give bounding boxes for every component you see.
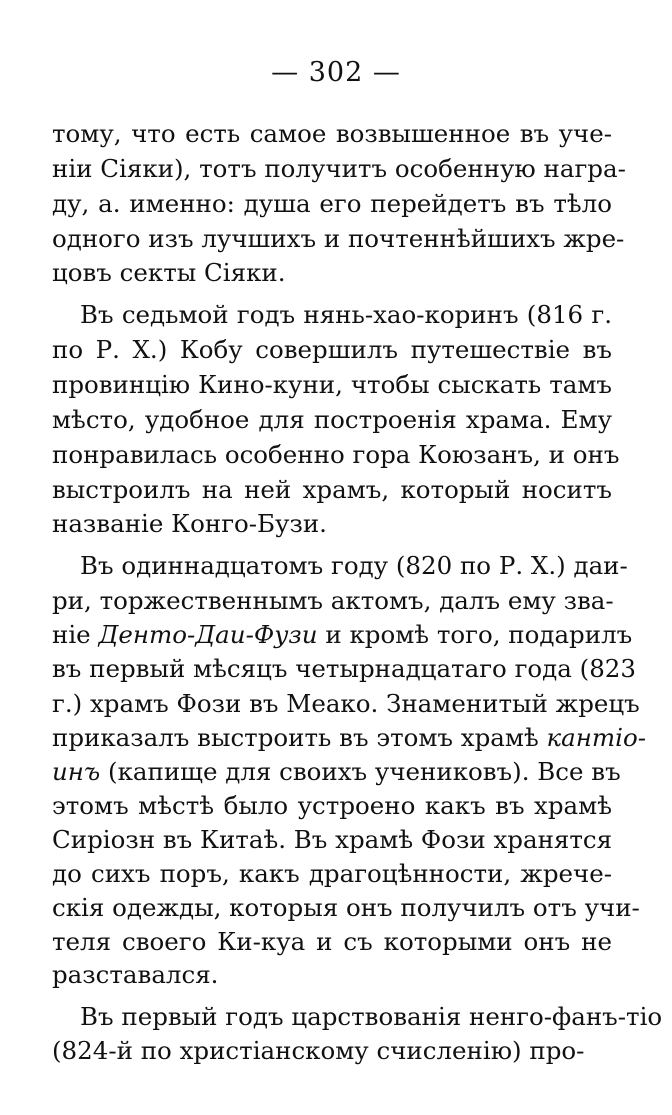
text-run: тому, что есть самое возвышенное въ уче- <box>52 119 612 148</box>
text-run: до сихъ поръ, какъ драгоцѣнности, жрече- <box>52 859 612 888</box>
text-line <box>52 756 621 788</box>
text-line <box>52 550 628 582</box>
text-run: ду, а. именно: душа его перейдетъ въ тѣло <box>52 189 612 218</box>
page-number: — 302 — <box>271 57 401 88</box>
text-line <box>52 688 640 720</box>
text-line <box>52 653 636 685</box>
text-line <box>52 223 625 255</box>
text-line <box>52 118 612 150</box>
text-line <box>52 404 612 436</box>
text-run: провинцію Кино-куни, чтобы сыскать тамъ <box>52 370 612 399</box>
text-line <box>52 1001 663 1033</box>
text-line <box>52 1035 612 1067</box>
text-line <box>52 508 612 540</box>
text-line <box>52 299 612 331</box>
text-run: Въ первый годъ царствованія ненго-фанъ-тіо <box>80 1002 663 1031</box>
text-run: мѣсто, удобное для построенія храма. Ему <box>52 405 612 434</box>
text-line <box>52 369 612 401</box>
text-run: названіе Конго-Бузи. <box>52 509 327 538</box>
text-run: теля своего Ки-куа и съ которыми онъ не <box>52 927 612 956</box>
text-line <box>52 858 612 890</box>
text-run: ри, торжественнымъ актомъ, далъ ему зва- <box>52 586 614 615</box>
text-line <box>52 722 647 754</box>
text-run: Сиріозн въ Китаѣ. Въ храмѣ Фози хранятся <box>52 825 613 854</box>
italic-term: Денто-Даи-Фузи <box>98 620 318 649</box>
italic-term: кантіо- <box>546 723 647 752</box>
italic-term: инъ <box>52 757 101 786</box>
text-run: Въ седьмой годъ нянь-хао-коринъ (816 г. <box>80 300 612 329</box>
text-line <box>52 892 640 924</box>
text-line <box>52 474 612 506</box>
text-run: по Р. Х.) Кобу совершилъ путешествіе въ <box>52 335 612 364</box>
text-run: цовъ секты Сіяки. <box>52 258 286 287</box>
text-line <box>52 585 612 617</box>
text-run: этомъ мѣстѣ было устроено какъ въ храмѣ <box>52 791 612 820</box>
text-run: ніи Сіяки), тотъ получитъ особенную награ- <box>52 154 626 183</box>
text-line <box>52 188 612 220</box>
text-run: Въ одиннадцатомъ году (820 по Р. Х.) даи- <box>80 551 628 580</box>
text-run: приказалъ выстроить въ этомъ храмѣ <box>52 723 547 752</box>
text-run: понравилась особенно гора Коюзанъ, и онъ <box>52 440 620 469</box>
text-line <box>52 153 626 185</box>
text-run: г.) храмъ Фози въ Меако. Знаменитый жрецъ <box>52 689 640 718</box>
text-run: одного изъ лучшихъ и почтеннѣйшихъ жре- <box>52 224 625 253</box>
text-line <box>52 334 612 366</box>
text-line <box>52 439 620 471</box>
text-line <box>52 619 633 651</box>
text-run: разставался. <box>52 960 219 989</box>
text-line <box>52 926 612 958</box>
text-run: ніе <box>52 620 99 649</box>
text-line <box>52 257 612 289</box>
text-run: въ первый мѣсяцъ четырнадцатаго года (823 <box>52 654 636 683</box>
text-run: (824-й по христіанскому счисленію) про- <box>52 1036 585 1065</box>
text-line <box>52 959 612 991</box>
text-line <box>52 824 612 856</box>
text-run: (капище для своихъ учениковъ). Все въ <box>100 757 621 786</box>
text-run: выстроилъ на ней храмъ, который носитъ <box>52 475 612 504</box>
text-run: и кромѣ того, подарилъ <box>317 620 633 649</box>
text-line <box>52 790 612 822</box>
text-run: скія одежды, которыя онъ получилъ отъ учи- <box>52 893 640 922</box>
